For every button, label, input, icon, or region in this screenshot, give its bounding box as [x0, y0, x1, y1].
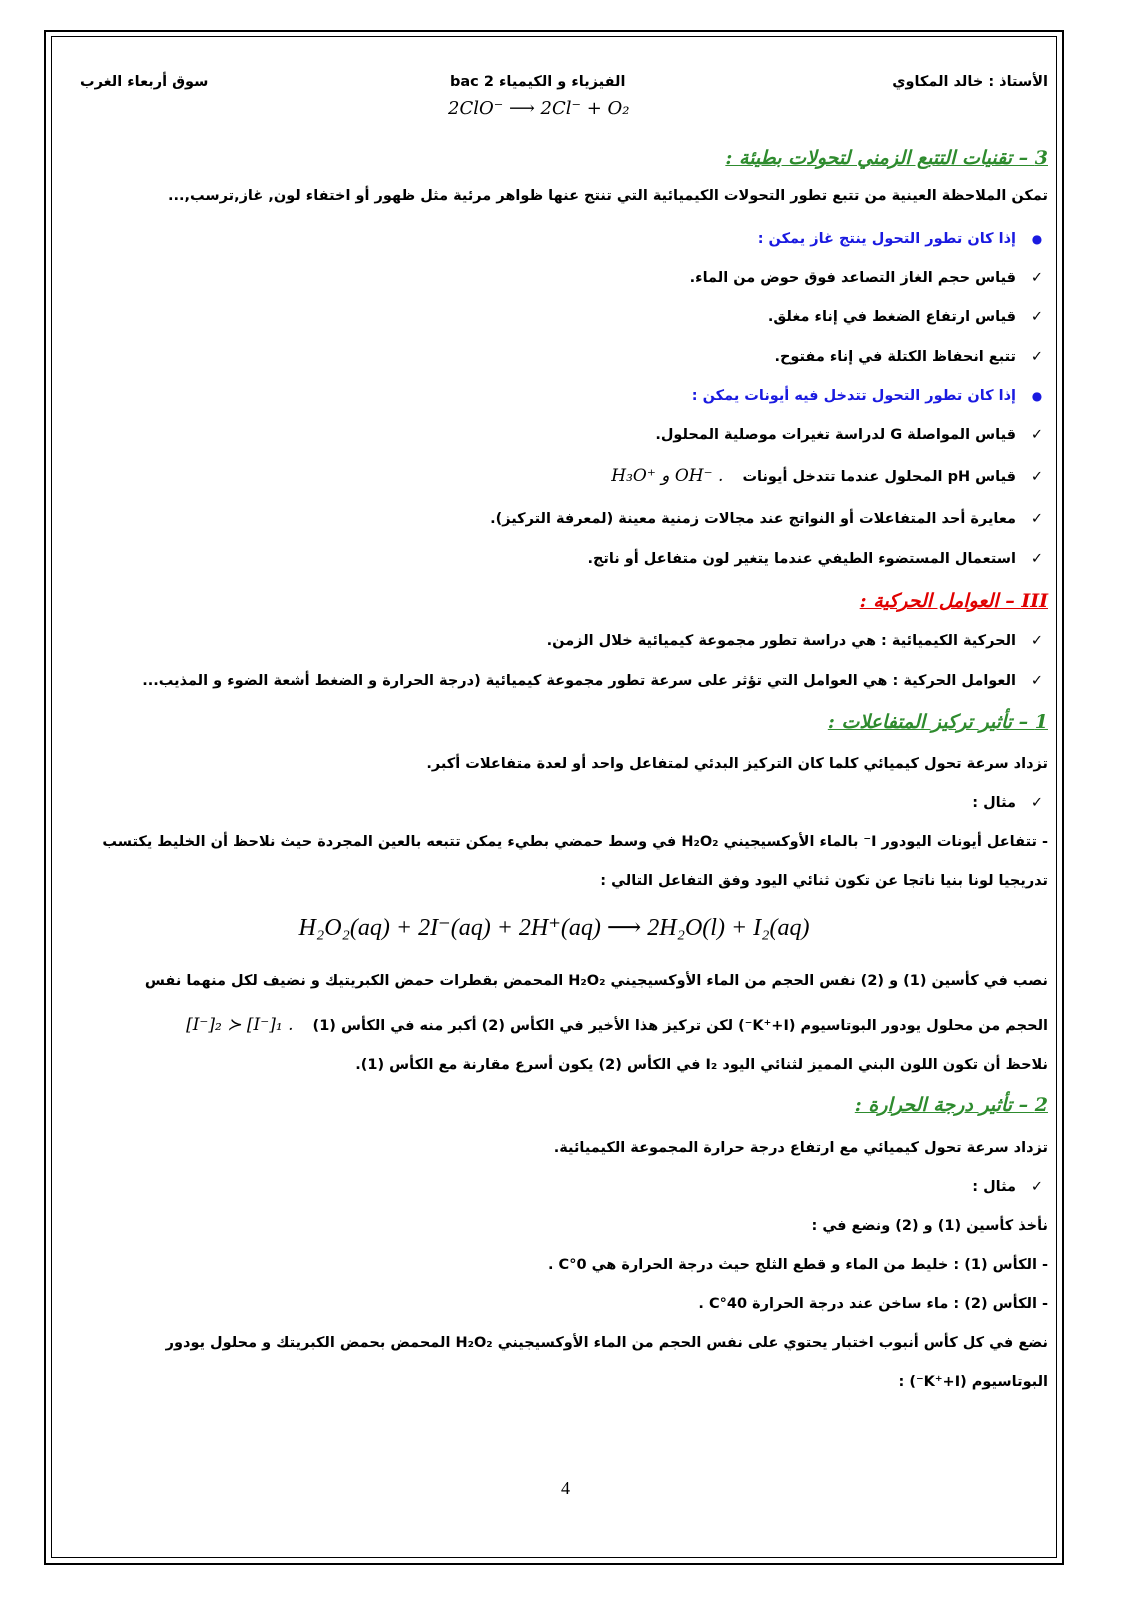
school-name: سوق أربعاء الغرب: [80, 74, 209, 90]
list-item: ✓العوامل الحركية : هي العوامل التي تؤثر على سرعة تطور مجموعة كيميائية (درجة الحرارة و الضغط أشعة الضوء و المذيب...: [60, 673, 1048, 689]
section-1-title: 1 – تأثير تركيز المتفاعلات :: [827, 711, 1048, 733]
example-label: ✓مثال :: [60, 1179, 1048, 1195]
section-2-paragraph-4: نضع في كل كأس أنبوب اختبار يحتوي على نفس الحجم من الماء الأوكسيجيني H₂O₂ المحمض بحمض الكبريتك و محلول يودور: [165, 1335, 1048, 1351]
header-reaction: 2ClO⁻ ⟶ 2Cl⁻ + O₂: [448, 98, 630, 119]
check-icon: ✓: [1030, 1179, 1044, 1195]
check-icon: ✓: [1030, 427, 1044, 443]
list-item: ✓قياس حجم الغاز التصاعد فوق حوض من الماء.: [60, 270, 1048, 286]
section-2-paragraph-1: نأخذ كأسين (1) و (2) ونضع في :: [811, 1218, 1048, 1234]
section-1-paragraph-2: تدريجيا لونا بنيا ناتجا عن تكون ثنائي اليود وفق التفاعل التالي :: [600, 873, 1048, 889]
check-icon: ✓: [1030, 309, 1044, 325]
reaction-equation: H₂O₂(aq) + 2I⁻(aq) + 2H⁺(aq) ⟶ 2H₂O(l) + I₂(aq): [298, 915, 810, 941]
list-item: ✓استعمال المستضوء الطيفي عندما يتغير لون متفاعل أو ناتج.: [60, 551, 1048, 567]
section-3-intro: تمكن الملاحظة العينية من تتبع تطور التحولات الكيميائية التي تنتج عنها ظواهر مرئية مثل ظهور أو اختفاء لون, غاز,ترسب,...: [167, 188, 1048, 204]
check-icon: ✓: [1030, 673, 1044, 689]
list-item: ✓الحركية الكيميائية : هي دراسة تطور مجموعة كيميائية خلال الزمن.: [60, 633, 1048, 649]
section-1-paragraph-1: - تتفاعل أيونات اليودور I⁻ بالماء الأوكسيجيني H₂O₂ في وسط حمضي بطيء يمكن تتبعه بالعين المجردة حيث نلاحظ أن الخليط يكتسب: [102, 834, 1048, 850]
list-item: ✓قياس pH المحلول عندما تتدخل أيونات H₃O⁺ و OH⁻ .: [60, 466, 1048, 486]
subject-title: الفيزياء و الكيمياء 2 bac: [450, 74, 626, 90]
section-2-paragraph-5: البوتاسيوم (K⁺+I⁻) :: [898, 1374, 1048, 1390]
section-2-title: 2 – تأثير درجة الحرارة :: [854, 1094, 1048, 1116]
bullet-icon: ●: [1031, 232, 1043, 246]
example-label: ✓مثال :: [60, 795, 1048, 811]
section-1-statement: تزداد سرعة تحول كيميائي كلما كان التركيز البدئي لمتفاعل واحد أو لعدة متفاعلات أكبر.: [426, 756, 1048, 772]
section-3-title: 3 – تقنيات التتبع الزمني لتحولات بطيئة :: [725, 147, 1048, 169]
page-number: 4: [561, 1478, 570, 1498]
gas-heading: ●إذا كان تطور التحول ينتج غاز يمكن :: [60, 231, 1048, 247]
check-icon: ✓: [1030, 795, 1044, 811]
concentration-comparison: [I⁻]₂ ≻ [I⁻]₁ .: [186, 1015, 294, 1035]
section-2-paragraph-3: - الكأس (2) : ماء ساخن عند درجة الحرارة 40°C .: [698, 1296, 1048, 1312]
list-item: ✓قياس ارتفاع الضغط في إناء مغلق.: [60, 309, 1048, 325]
ion-heading: ●إذا كان تطور التحول تتدخل فيه أيونات يمكن :: [60, 388, 1048, 404]
list-item: ✓معايرة أحد المتفاعلات أو النواتج عند مجالات زمنية معينة (لمعرفة التركيز).: [60, 511, 1048, 527]
check-icon: ✓: [1030, 551, 1044, 567]
section-III-title: III – العوامل الحركية :: [859, 590, 1048, 612]
section-2-statement: تزداد سرعة تحول كيميائي مع ارتفاع درجة حرارة المجموعة الكيميائية.: [553, 1140, 1048, 1156]
check-icon: ✓: [1030, 270, 1044, 286]
bullet-icon: ●: [1031, 389, 1043, 403]
check-icon: ✓: [1030, 633, 1044, 649]
teacher-name: الأستاذ : خالد المكاوي: [892, 74, 1048, 90]
check-icon: ✓: [1030, 349, 1044, 365]
section-1-paragraph-3: نصب في كأسين (1) و (2) نفس الحجم من الماء الأوكسيجيني H₂O₂ المحمض بقطرات حمض الكبريتيك و نضيف لكل منهما نفس: [144, 973, 1048, 989]
check-icon: ✓: [1030, 511, 1044, 527]
section-1-paragraph-5: نلاحظ أن تكون اللون البني المميز لثنائي اليود I₂ في الكأس (2) يكون أسرع مقارنة مع الكأس (1).: [355, 1057, 1048, 1073]
list-item: ✓قياس المواصلة G لدراسة تغيرات موصلية المحلول.: [60, 427, 1048, 443]
section-2-paragraph-2: - الكأس (1) : خليط من الماء و قطع الثلج حيث درجة الحرارة هي 0°C .: [547, 1257, 1048, 1273]
ions-math: H₃O⁺ و OH⁻ .: [611, 466, 724, 486]
check-icon: ✓: [1030, 469, 1044, 485]
list-item: ✓تتبع انحفاظ الكتلة في إناء مفتوح.: [60, 349, 1048, 365]
section-1-paragraph-4: الحجم من محلول يودور البوتاسيوم (K⁺+I⁻) لكن تركيز هذا الأخير في الكأس (2) أكبر منه في الكأس (1) [I⁻]₂ ≻ [I⁻]₁ .: [186, 1015, 1048, 1035]
